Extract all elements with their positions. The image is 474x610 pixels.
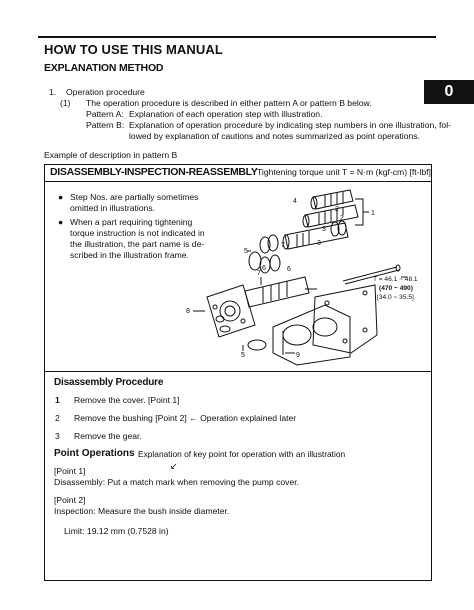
limit-value: Limit: 19.12 mm (0.7528 in): [64, 526, 169, 536]
point-2-text: Inspection: Measure the bush inside diameter.: [54, 506, 230, 516]
gear-shaft-middle: [303, 205, 358, 227]
callout-5: 5: [244, 248, 248, 255]
pattern-b-label: Pattern B:: [86, 120, 125, 130]
pattern-a-text: Explanation of each operation step with illustration.: [129, 109, 323, 119]
torque-value-line2: (470 ~ 490): [379, 285, 413, 292]
point-ops-desc: Explanation of key point for operation with an illustration: [138, 449, 346, 459]
bullet-dot: ●: [58, 217, 64, 227]
torque-value-line1: T = 46.1 ~ 48.1: [373, 276, 418, 283]
pump-flange: [207, 285, 255, 337]
section-subtitle: EXPLANATION METHOD: [44, 62, 164, 74]
bullet-dot: ●: [58, 192, 64, 202]
gear-shaft-upper: [311, 190, 353, 209]
pattern-b-line2: lowed by explanation of cautions and notes summarized as point operations.: [129, 131, 420, 141]
sub-text: The operation procedure is described in either pattern A or pattern B below.: [86, 98, 372, 108]
o-ring-bottom: [248, 340, 266, 350]
torque-value-line3: [34.0 ~ 35.5]: [377, 294, 414, 301]
callout-7b: 7: [257, 270, 261, 277]
step-1-text: Remove the cover. [Point 1]: [74, 395, 180, 405]
callout-4: 4: [293, 198, 297, 205]
example-caption: Example of description in pattern B: [44, 150, 178, 160]
seal-ring: [216, 316, 224, 322]
o-ring: [249, 252, 261, 270]
item-number: 1.: [49, 87, 57, 97]
bullet-2-line3: the illustration, the part name is de-: [70, 239, 205, 249]
sub-number: (1): [60, 98, 71, 108]
bush: [270, 255, 280, 271]
step-2-number: 2: [55, 413, 60, 423]
pump-exploded-illustration: [185, 185, 430, 367]
point-2-label: [Point 2]: [54, 495, 86, 505]
point-ops-title: Point Operations: [54, 448, 135, 459]
bullet-1-line1: Step Nos. are partially sometimes: [70, 192, 199, 202]
procedure-title: Disassembly Procedure: [54, 377, 164, 388]
callout-5b: 5: [241, 352, 245, 359]
section-tab: 0: [424, 80, 474, 104]
bullet-2-line2: torque instruction is not indicated in: [70, 228, 205, 238]
callout-8: 8: [186, 308, 190, 315]
drive-gear: [245, 277, 309, 307]
callout-7: 7: [281, 242, 285, 249]
bullet-2-line4: scribed in the illustration frame.: [70, 250, 189, 260]
bullet-2-line1: When a part requiring tightening: [70, 217, 193, 227]
item-title: Operation procedure: [66, 87, 145, 97]
callout-2b: 2: [335, 206, 339, 213]
callout-6b: 6: [287, 266, 291, 273]
top-rule: [38, 36, 436, 38]
callout-9: 9: [296, 352, 300, 359]
page-title: HOW TO USE THIS MANUAL: [44, 42, 223, 57]
callout-2: 2: [340, 215, 344, 222]
step-2-text: Remove the bushing [Point 2] ← Operation explained later: [74, 413, 297, 423]
bullet-1-line2: omitted in illustrations.: [70, 203, 156, 213]
step-3-text: Remove the gear.: [74, 431, 142, 441]
callout-3b: 3: [317, 240, 321, 247]
header-title: DISASSEMBLY-INSPECTION-REASSEMBLY: [50, 166, 258, 178]
point-1-text: Disassembly: Put a match mark when removing the pump cover.: [54, 477, 300, 487]
callout-6: 6: [262, 265, 266, 272]
pattern-a-label: Pattern A:: [86, 109, 124, 119]
seal-ring: [220, 326, 230, 332]
step-1-number: 1: [55, 395, 60, 405]
callout-1: 1: [371, 210, 375, 217]
callout-3: 3: [322, 226, 326, 233]
pattern-b-line1: Explanation of operation procedure by indicating step numbers in one illustration, fol-: [129, 120, 451, 130]
section-divider: [44, 371, 432, 372]
point-1-label: [Point 1]: [54, 466, 86, 476]
torque-unit: Tightening torque unit T = N·m (kgf-cm) [ft-lbf]: [257, 167, 431, 177]
step-3-number: 3: [55, 431, 60, 441]
pointer-arrow-icon: ↙: [170, 461, 178, 471]
